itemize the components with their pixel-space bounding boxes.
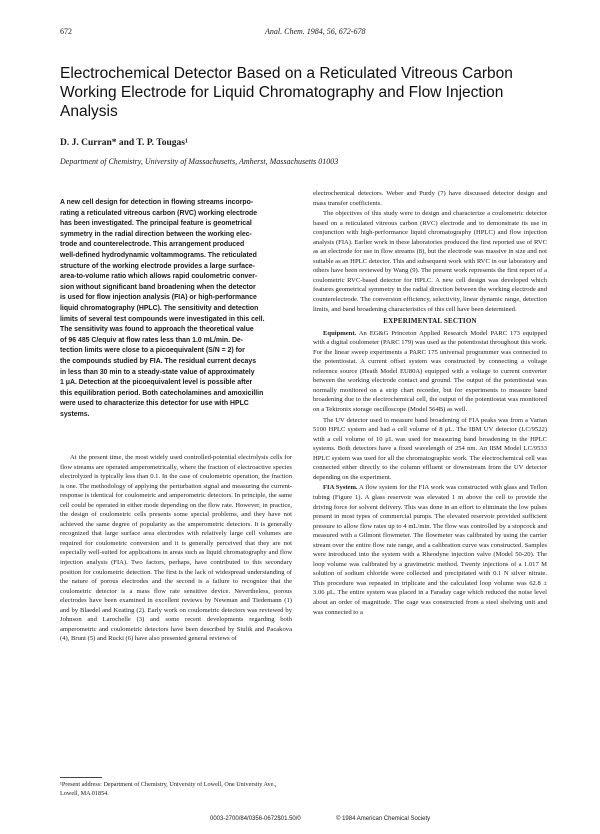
abstract-line: were used to characterize this detector for use with HPLC: [60, 400, 249, 408]
abstract-line: rating a reticulated vitreous carbon (RVC) working electrode: [60, 209, 258, 217]
abstract-line: limits of several test compounds were investigated in this cell.: [60, 315, 265, 323]
abstract-line: tection limits were close to a picoequivalent (S/N = 2) for: [60, 347, 245, 355]
subsection-label: Equipment.: [323, 329, 357, 337]
paragraph: [313, 329, 547, 415]
abstract-line: is used for flow injection analysis (FIA) or high-performance: [60, 294, 257, 302]
article-title: Electrochemical Detector Based on a Reticulated Vitreous Carbon Working Electrode for Liquid Chromatography and Flow Injection Analysis: [60, 65, 513, 120]
paragraph: The UV detector used to measure band broadening of FIA peaks was from a Varian 5100 HPLC system and had a cell volume of 8 μL. The IBM UV detector (LC/9522) with a cell volume of 10 μL was used for measuring band broadening in the HPLC systems. Both detectors have a fixed wavelength of 254 nm. An IBM Model LC/9533 HPLC system was used for all the chromatographic work. The electrochemical cell was connected either directly to the column effluent or downstream from the UV detector depending on the experiment.: [313, 416, 547, 481]
paragraph: electrochemical detectors. Weber and Purdy (7) have discussed detector design and mass transfer coefficients.: [313, 190, 547, 207]
abstract: [60, 198, 288, 420]
doi-code: 0003-2700/84/0356-0672$01.50/0: [210, 816, 301, 822]
abstract-line: well-defined hydrodynamic voltammograms. The reticulated: [60, 251, 257, 259]
abstract-line: in less than 30 min to a steady-state value of approximately: [60, 368, 255, 376]
section-heading: EXPERIMENTAL SECTION: [383, 317, 477, 326]
introduction-text: At the present time, the most widely used controlled-potential electrolysis cells for flow streams are operated amperometrically, where the fraction of electroactive species electrolyzed is typically less than 0.1. In the case of coulometric operation, the fraction is one. The methodology of applying the perturbation signal and measuring the current-response is identical for coulometric and amperometric detectors. In principle, the same cell could be operated in either mode depending on the flow rate. However, in practice, the design of coulometric cells presents some special problems, and they have not achieved the same degree of popularity as the amperometric detectors. It is generally recognized that large surface area electrodes with relatively large cell volumes are required for coulometric conversion and it is generally perceived that they are not especially well-suited for applications in areas such as liquid chromatography and flow injection analysis (FIA). Two factors, perhaps, have contributed to this secondary position for coulometric detection. The first is the lack of widespread understanding of the nature of porous electrodes and the second is a failure to recognize that the coulometric detector is a mass flow rate sensitive device. Nevertheless, porous electrodes have been examined in excellent reviews by Newman and Tiedemann (1) and by Blaedel and Keating (2). Early work on coulometric detectors was reviewed by Johnson and Larochelle (3) and some recent developments regarding both amperometric and coulometric detectors have been described by Stulik and Pacakova (4), Brunt (5) and Rucki (6) have also presented general reviews of: [60, 454, 292, 643]
abstract-line: structure of the working electrode provides a large surface-: [60, 262, 255, 270]
abstract-line: systems.: [60, 410, 90, 418]
abstract-line: sion without significant band broadening when the detector: [60, 283, 256, 291]
abstract-line: this equilibration period. Both catecholamines and amoxicillin: [60, 389, 264, 397]
journal-citation: Anal. Chem. 1984, 56, 672-678: [265, 27, 366, 36]
abstract-line: liquid chromatography (HPLC). The sensitivity and detection: [60, 304, 259, 312]
footnote-divider: [60, 777, 102, 778]
paragraph: [313, 483, 547, 617]
paragraph: The objectives of this study were to design and characterize a coulometric detector based on a reticulated vitreous carbon (RVC) electrode and to demonstrate its use in conjunction with high-performance liquid chromatography (HPLC) and flow injection analysis (FIA). Earlier work in these laboratories produced the first reported use of RVC as an electrode for use in flow streams (8), but the electrode was massive in size and not suitable as an HPLC detector. This and subsequent work with RVC in our laboratory and others have been reviewed by Wang (9). The present work represents the first report of a coulometric RVC-based detector for HPLC. A new cell design was developed which features geometrical symmetry in the radial direction between the working electrode and counterelectrode. The conversion efficiency, selectivity, linear dynamic range, detection limits, and band broadening characteristics of this cell have been determined.: [313, 210, 547, 313]
page-number: 672: [60, 27, 72, 36]
abstract-line: A new cell design for detection in flowing streams incorpo-: [60, 199, 254, 206]
abstract-line: 1 μA. Detection at the picoequivalent level is possible after: [60, 379, 253, 387]
abstract-line: trode and counterelectrode. This arrangement produced: [60, 241, 245, 249]
right-column: [313, 189, 547, 618]
subsection-label: FIA System.: [323, 484, 358, 492]
paragraph-text: A flow system for the FIA work was constructed with glass and Teflon tubing (Figure 1). A glass reservoir was elevated 1 m above the cell to provide the driving force for solvent delivery. This was done in an effort to eliminate the low pulses present in most types of commercial pumps. The elevated reservoir provided sufficient pressure to allow flow rates up to 4 mL/min. The flow was controlled by a stopcock and measured with a Gilmont flowmeter. The flowmeter was calibrated by using the carrier stream over the entire flow rate range, and a calibration curve was constructed. Samples were introduced into the system with a Rheodyne injection valve (Model 50-20). The loop volume was calibrated by a gravimetric method. Twenty injections of a 1.017 M solution of sodium chloride were collected and precipitated with 0.1 N silver nitrate. This procedure was repeated in triplicate and the calculated loop volume was 62.8 ± 3.06 μL. The entire system was placed in a Faraday cage which reduced the noise level about an order of magnitude. The cage was constructed from a steel shelving unit and was connected to a: [313, 484, 548, 616]
author-affiliation: Department of Chemistry, University of Massachusetts, Amherst, Massachusetts 01003: [60, 157, 339, 166]
paragraph-text: An EG&G Princeton Applied Research Model PARC 173 equipped with a digital coulometer (PARC 179) was used as the potentiostat throughout this work. For the linear sweep experiments a PARC 175 universal programmer was connected to the potentiostat. A current offset system was constructed by connecting a voltage reference source (Heath Model EU80A) equipped with a voltage to current converter between the working electrode contact and ground. The output of the potentiostat was normally monitored on a strip chart recorder, but for experiments to measure band broadening due to the electrochemical cell, the output of the potentiostat was monitored on a Tektronix storage oscilloscope (Model 564B) as well.: [313, 329, 547, 414]
abstract-line: has been investigated. The principal feature is geometrical: [60, 220, 252, 228]
article-authors: D. J. Curran* and T. P. Tougas¹: [60, 138, 188, 148]
abstract-line: The sensitivity was found to approach the theoretical value: [60, 326, 254, 334]
abstract-line: of 96 485 C/equiv at flow rates less than 1.0 mL/min. De-: [60, 336, 244, 344]
abstract-line: area-to-volume ratio which allows rapid coulometric conver-: [60, 273, 258, 281]
abstract-line: symmetry in the radial direction between the working elec-: [60, 230, 252, 238]
copyright: © 1984 American Chemical Society: [336, 816, 431, 822]
author-footnote: ¹Present address: Department of Chemistry, University of Lowell, One University Ave., Lowell, MA 01854.: [60, 781, 277, 797]
abstract-line: the compounds studied by FIA. The residual current decays: [60, 357, 257, 365]
